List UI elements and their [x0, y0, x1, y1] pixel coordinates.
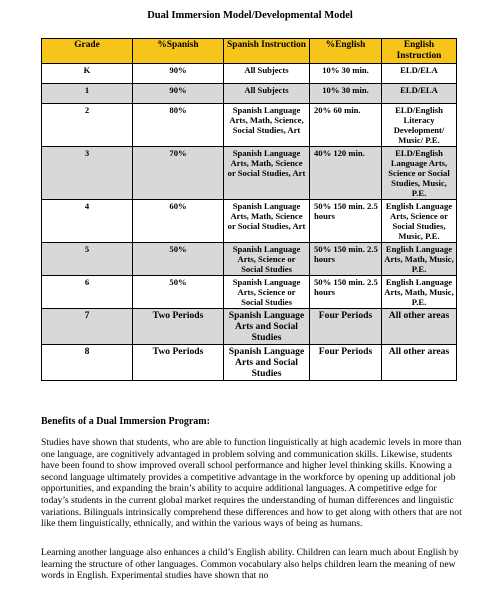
cell-spanish-pct: Two Periods — [133, 345, 224, 381]
table-row — [42, 200, 457, 243]
cell-english-pct: 10% 30 min. — [310, 84, 382, 104]
cell-english-instruction: ELD/ELA — [382, 64, 457, 84]
table-row — [42, 84, 457, 104]
cell-spanish-instruction: Spanish Language Arts and Social Studies — [224, 345, 310, 381]
cell-spanish-pct: 70% — [133, 147, 224, 200]
cell-grade: 3 — [42, 147, 133, 200]
cell-english-pct: Four Periods — [310, 345, 382, 381]
cell-english-instruction: English Language Arts, Math, Music, P.E. — [382, 276, 457, 309]
cell-spanish-instruction: All Subjects — [224, 84, 310, 104]
cell-english-instruction: English Language Arts, Science or Social Studies, Music, P.E. — [382, 200, 457, 243]
cell-spanish-pct: 90% — [133, 64, 224, 84]
header-spanish-instruction: Spanish Instruction — [224, 39, 310, 64]
cell-spanish-instruction: Spanish Language Arts, Math, Science, Social Studies, Art — [224, 104, 310, 147]
cell-english-pct: 50% 150 min. 2.5 hours — [310, 276, 382, 309]
table-row — [42, 147, 457, 200]
cell-english-pct: Four Periods — [310, 309, 382, 345]
cell-english-instruction: All other areas — [382, 345, 457, 381]
cell-spanish-pct: 90% — [133, 84, 224, 104]
table-row — [42, 104, 457, 147]
cell-grade: 4 — [42, 200, 133, 243]
cell-english-pct: 50% 150 min. 2.5 hours — [310, 243, 382, 276]
table-header-row — [42, 39, 457, 64]
page-title: Dual Immersion Model/Developmental Model — [147, 10, 353, 21]
cell-spanish-instruction: Spanish Language Arts, Science or Social Studies — [224, 276, 310, 309]
table-row — [42, 64, 457, 84]
table-row — [42, 345, 457, 381]
cell-spanish-pct: 60% — [133, 200, 224, 243]
cell-english-instruction: English Language Arts, Math, Music, P.E. — [382, 243, 457, 276]
cell-spanish-pct: 80% — [133, 104, 224, 147]
cell-english-pct: 20% 60 min. — [310, 104, 382, 147]
cell-english-instruction: ELD/English Language Arts, Science or Social Studies, Music, P.E. — [382, 147, 457, 200]
cell-spanish-instruction: Spanish Language Arts, Science or Social Studies — [224, 243, 310, 276]
cell-spanish-instruction: All Subjects — [224, 64, 310, 84]
benefits-paragraph: Learning another language also enhances a child’s English ability. Children can learn much about English by learning the structure of other languages. Common vocabulary also helps children learn the meaning of new words in English. Experimental studies have shown that no — [41, 547, 459, 582]
benefits-paragraph: Studies have shown that students, who are able to function linguistically at high academic levels in more than one language, are cognitively advantaged in problem solving and communication skills. Likewise, students have been found to show improved overall school performance and higher level thinking skills. Knowing a second language ultimately provides a competitive advantage in the workforce by opening up additional job opportunities, and expanding the brain’s ability to acquire additional languages. A competitive edge for today’s students in the current global market requires the understanding of human differences and linguistic variations. Bilinguals intrinsically comprehend these differences and how to get along with others that are not like them linguistically, ethnically, and within the various ways of being as humans. — [41, 437, 462, 530]
cell-grade: 2 — [42, 104, 133, 147]
immersion-model-table — [41, 38, 457, 381]
table-row — [42, 309, 457, 345]
cell-grade: K — [42, 64, 133, 84]
cell-grade: 5 — [42, 243, 133, 276]
cell-grade: 1 — [42, 84, 133, 104]
table-row — [42, 276, 457, 309]
table-row — [42, 243, 457, 276]
header-grade: Grade — [42, 39, 133, 64]
cell-spanish-pct: 50% — [133, 243, 224, 276]
cell-spanish-pct: Two Periods — [133, 309, 224, 345]
cell-grade: 6 — [42, 276, 133, 309]
cell-english-instruction: ELD/English Literacy Development/ Music/ P.E. — [382, 104, 457, 147]
cell-english-pct: 40% 120 min. — [310, 147, 382, 200]
header-english-pct: %English — [310, 39, 382, 64]
cell-english-pct: 50% 150 min. 2.5 hours — [310, 200, 382, 243]
cell-spanish-instruction: Spanish Language Arts, Math, Science or Social Studies, Art — [224, 147, 310, 200]
cell-grade: 7 — [42, 309, 133, 345]
benefits-heading: Benefits of a Dual Immersion Program: — [41, 416, 210, 427]
cell-spanish-pct: 50% — [133, 276, 224, 309]
cell-spanish-instruction: Spanish Language Arts and Social Studies — [224, 309, 310, 345]
cell-spanish-instruction: Spanish Language Arts, Math, Science or Social Studies, Art — [224, 200, 310, 243]
cell-english-instruction: All other areas — [382, 309, 457, 345]
cell-english-pct: 10% 30 min. — [310, 64, 382, 84]
header-english-instruction: English Instruction — [382, 39, 457, 64]
header-spanish-pct: %Spanish — [133, 39, 224, 64]
cell-grade: 8 — [42, 345, 133, 381]
cell-english-instruction: ELD/ELA — [382, 84, 457, 104]
